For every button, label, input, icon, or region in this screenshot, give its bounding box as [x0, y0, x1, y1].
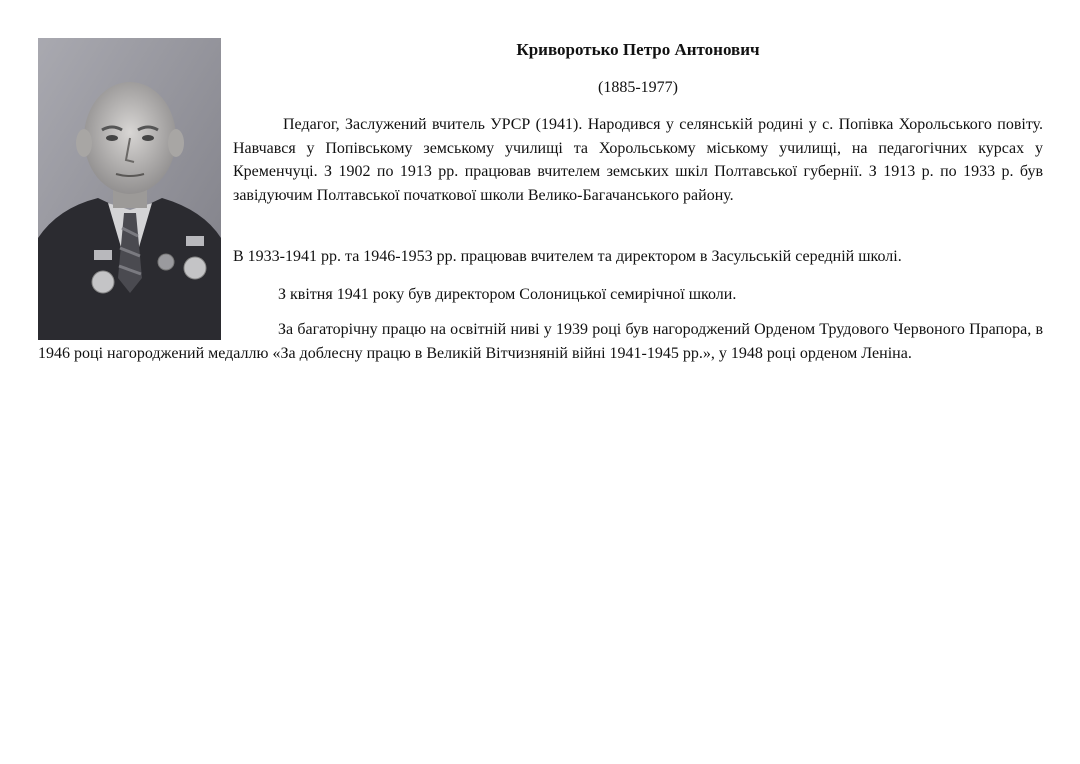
biography-paragraph-3: З квітня 1941 року був директором Солоницької семирічної школи.: [278, 286, 737, 303]
person-name-heading: Криворотько Петро Антонович: [516, 40, 760, 59]
life-years: (1885-1977): [598, 79, 678, 96]
biography-paragraph-1: Педагог, Заслужений вчитель УРСР (1941). Народився у селянській родині у с. Попівка Хорольського повіту. Навчався у Попівському земському училищі та Хорольському міському училищі, на педагогічних курсах у Кременчуці. З 1902 по 1913 рр. працював вчителем земських шкіл Полтавської губернії. З 1913 р. по 1933 р. був завідуючим Полтавської початкової школи Велико-Багачанського району.: [233, 116, 1043, 204]
biography-paragraph-2: В 1933-1941 рр. та 1946-1953 рр. працював вчителем та директором в Засульській середній школі.: [233, 248, 902, 265]
portrait-photo: [38, 38, 221, 340]
biography-paragraph-4: За багаторічну працю на освітній ниві у 1939 році був нагороджений Орденом Трудового Червоного Прапора, в 1946 році нагороджений медаллю «За доблесну працю в Великій Вітчизняній війні 1941-1945 рр.», у 1948 році орденом Леніна.: [38, 321, 1043, 362]
